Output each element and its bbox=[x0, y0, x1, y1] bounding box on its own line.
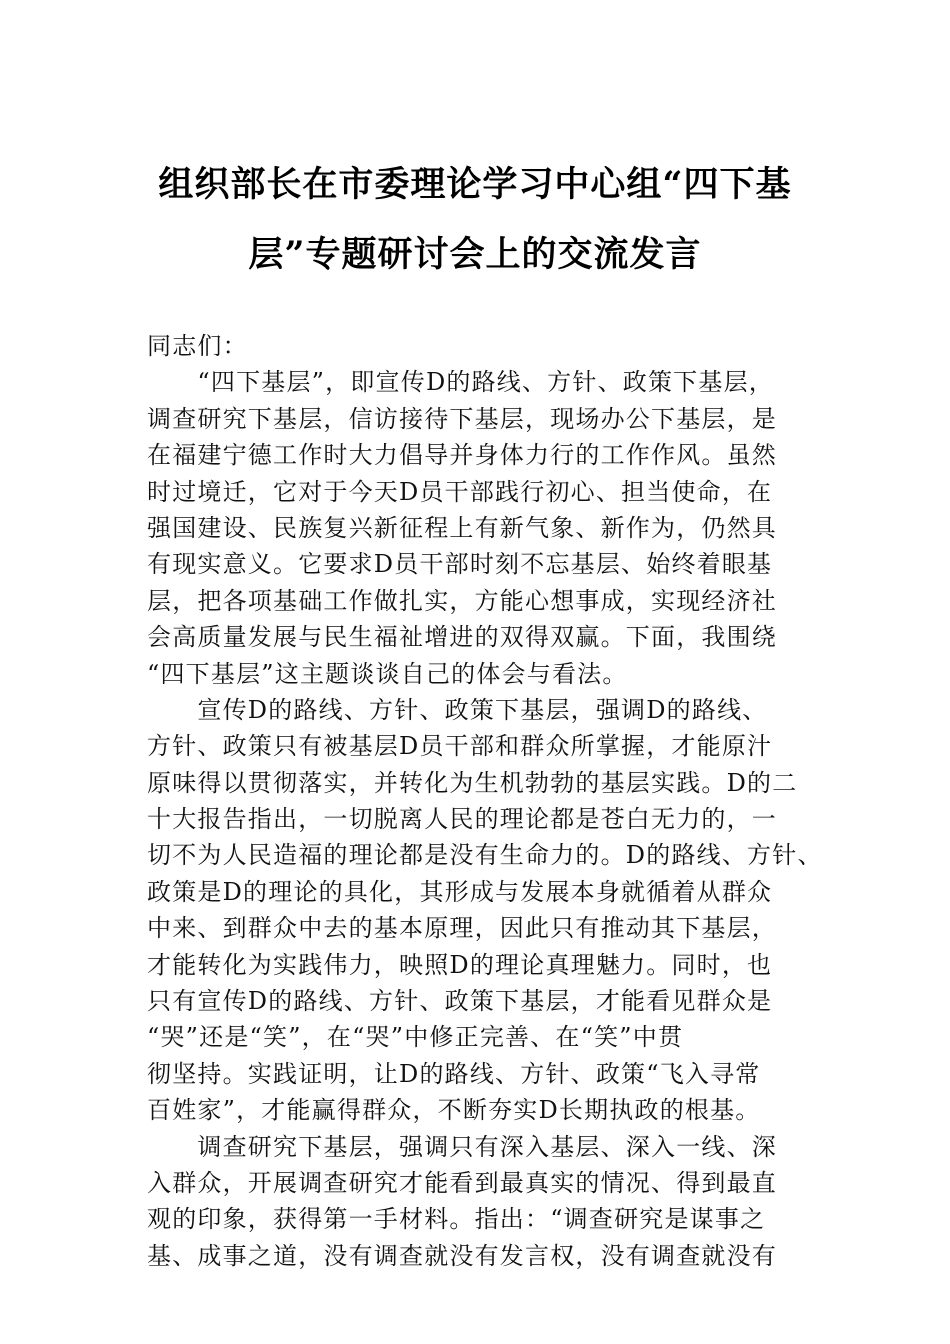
document-title bbox=[130, 150, 820, 290]
body-line: 层，把各项基础工作做扎实，方能心想事成，实现经济社 bbox=[147, 586, 777, 615]
body-line: “哭”还是“笑”，在“哭”中修正完善、在“笑”中贯 bbox=[147, 1023, 684, 1052]
document-body bbox=[147, 328, 823, 1274]
body-line: 彻坚持。实践证明，让D的路线、方针、政策“飞入寻常 bbox=[147, 1059, 761, 1088]
body-line: 调查研究下基层，强调只有深入基层、深入一线、深 bbox=[147, 1132, 777, 1161]
body-line: 政策是D的理论的具化，其形成与发展本身就循着从群众 bbox=[147, 877, 773, 906]
body-line: 才能转化为实践伟力，映照D的理论真理魅力。同时，也 bbox=[147, 950, 773, 979]
body-line: 时过境迁，它对于今天D员干部践行初心、担当使命，在 bbox=[147, 477, 773, 506]
title-line: 层”专题研讨会上的交流发言 bbox=[248, 234, 702, 275]
body-line: 百姓家”，才能赢得群众，不断夯实D长期执政的根基。 bbox=[147, 1096, 761, 1125]
body-line: 观的印象，获得第一手材料。指出：“调查研究是谋事之 bbox=[147, 1205, 766, 1234]
title-line: 组织部长在市委理论学习中心组“四下基 bbox=[158, 164, 792, 205]
body-line: 十大报告指出，一切脱离人民的理论都是苍白无力的，一 bbox=[147, 805, 777, 834]
body-line: 只有宣传D的路线、方针、政策下基层，才能看见群众是 bbox=[147, 987, 773, 1016]
body-line: 强国建设、民族复兴新征程上有新气象、新作为，仍然具 bbox=[147, 513, 777, 542]
body-line: 中来、到群众中去的基本原理，因此只有推动其下基层， bbox=[147, 914, 777, 943]
body-line: 宣传D的路线、方针、政策下基层，强调D的路线、 bbox=[147, 695, 768, 724]
body-line: “四下基层”，即宣传D的路线、方针、政策下基层， bbox=[147, 368, 774, 397]
body-line: “四下基层”这主题谈谈自己的体会与看法。 bbox=[147, 659, 628, 688]
body-line: 入群众，开展调查研究才能看到最真实的情况、得到最直 bbox=[147, 1168, 777, 1197]
body-line: 原味得以贯彻落实，并转化为生机勃勃的基层实践。D的二 bbox=[147, 768, 798, 797]
body-line: 基、成事之道，没有调查就没有发言权，没有调查就没有 bbox=[147, 1241, 777, 1270]
body-line: 会高质量发展与民生福祉增进的双得双赢。下面，我围绕 bbox=[147, 623, 777, 652]
body-line: 有现实意义。它要求D员干部时刻不忘基层、始终着眼基 bbox=[147, 550, 773, 579]
salutation: 同志们： bbox=[147, 332, 248, 360]
body-line: 切不为人民造福的理论都是没有生命力的。D的路线、方针、 bbox=[147, 841, 823, 870]
body-line: 在福建宁德工作时大力倡导并身体力行的工作作风。虽然 bbox=[147, 441, 777, 470]
body-line: 调查研究下基层，信访接待下基层，现场办公下基层，是 bbox=[147, 404, 777, 433]
body-line: 方针、政策只有被基层D员干部和群众所掌握，才能原汁 bbox=[147, 732, 773, 761]
